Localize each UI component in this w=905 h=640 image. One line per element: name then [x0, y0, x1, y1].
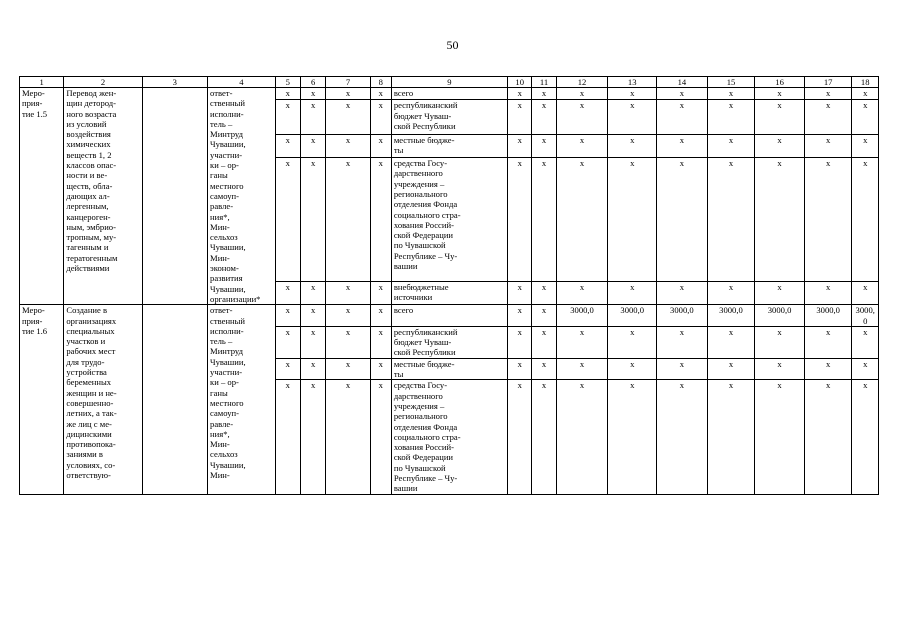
executor-cell: ответ- ственный исполни- тель – Минтруд Чувашии, участни- ки – ор- ганы местного самоуп- равле- ния*, Мин- сельхоз Чувашии, Мин- эконом- развития Чувашии, организации*: [208, 88, 276, 305]
header-cell: 15: [707, 77, 755, 88]
header-cell: 4: [208, 77, 276, 88]
funding-source: всего: [391, 88, 507, 100]
year-value: x: [707, 358, 755, 380]
indicator-cell: x: [326, 326, 370, 358]
header-cell: 9: [391, 77, 507, 88]
year-value: x: [608, 281, 657, 304]
funding-source: средства Госу- дарственного учреждения – регионального отделения Фонда социального стра- хования Россий- ской Федерации по Чувашской Республике – Чу- вашии: [391, 380, 507, 494]
indicator-cell: x: [275, 281, 300, 304]
indicator-cell: x: [301, 326, 326, 358]
year-value: x: [804, 100, 852, 135]
year-value: x: [508, 134, 532, 157]
indicator-cell: x: [370, 380, 391, 494]
year-value: x: [608, 100, 657, 135]
indicator-cell: x: [326, 380, 370, 494]
year-value: x: [532, 281, 556, 304]
indicator-cell: x: [275, 326, 300, 358]
indicator-cell: x: [326, 134, 370, 157]
year-value: x: [608, 358, 657, 380]
year-value: x: [508, 358, 532, 380]
year-value: x: [755, 100, 805, 135]
funding-source: внебюджетные источники: [391, 281, 507, 304]
header-cell: 13: [608, 77, 657, 88]
header-cell: 14: [657, 77, 708, 88]
table-body: [20, 77, 879, 495]
header-cell: 8: [370, 77, 391, 88]
funding-source: республиканский бюджет Чуваш- ской Республики: [391, 326, 507, 358]
measure-name: Создание в организациях специальных участков и рабочих мест для трудо- устройства беременных женщин и не- совершенно- летних, а так- же лиц с ме- дицинскими противопока- заниями в условиях, со- ответствую-: [64, 305, 142, 494]
year-value: x: [804, 380, 852, 494]
year-value: x: [508, 305, 532, 327]
year-value: x: [508, 326, 532, 358]
year-value: x: [508, 281, 532, 304]
header-cell: 11: [532, 77, 556, 88]
funding-source: республиканский бюджет Чуваш- ской Республики: [391, 100, 507, 135]
year-value: x: [852, 158, 879, 282]
indicator-cell: x: [370, 158, 391, 282]
year-value: x: [852, 100, 879, 135]
header-row: [20, 77, 879, 88]
year-value: x: [755, 134, 805, 157]
indicator-cell: x: [275, 158, 300, 282]
year-value: x: [657, 134, 708, 157]
year-value: x: [556, 380, 608, 494]
year-value: x: [657, 88, 708, 100]
year-value: x: [707, 326, 755, 358]
year-value: x: [508, 158, 532, 282]
measure-number: Меро- прия- тие 1.5: [20, 88, 64, 305]
indicator-cell: x: [370, 326, 391, 358]
header-cell: 17: [804, 77, 852, 88]
year-value: x: [657, 158, 708, 282]
year-value: x: [804, 158, 852, 282]
year-value: x: [657, 281, 708, 304]
header-cell: 10: [508, 77, 532, 88]
year-value: x: [755, 88, 805, 100]
funding-source: всего: [391, 305, 507, 327]
year-value: x: [804, 88, 852, 100]
year-value: x: [852, 380, 879, 494]
header-cell: 16: [755, 77, 805, 88]
year-value: x: [707, 281, 755, 304]
column-3-cell: [142, 305, 208, 494]
year-value: x: [707, 380, 755, 494]
year-value: x: [556, 100, 608, 135]
indicator-cell: x: [326, 158, 370, 282]
year-value: x: [657, 380, 708, 494]
year-value: x: [532, 380, 556, 494]
indicator-cell: x: [275, 305, 300, 327]
year-value: x: [852, 134, 879, 157]
year-value: x: [755, 326, 805, 358]
year-value: x: [852, 281, 879, 304]
year-value: x: [508, 380, 532, 494]
header-cell: 3: [142, 77, 208, 88]
indicator-cell: x: [301, 358, 326, 380]
indicator-cell: x: [326, 88, 370, 100]
year-value: 3000,0: [804, 305, 852, 327]
indicator-cell: x: [301, 305, 326, 327]
year-value: x: [657, 100, 708, 135]
year-value: x: [657, 326, 708, 358]
indicator-cell: x: [275, 380, 300, 494]
header-cell: 18: [852, 77, 879, 88]
year-value: 3000,0: [657, 305, 708, 327]
year-value: x: [556, 134, 608, 157]
year-value: x: [556, 281, 608, 304]
indicator-cell: x: [326, 305, 370, 327]
year-value: x: [556, 158, 608, 282]
year-value: x: [556, 88, 608, 100]
year-value: x: [804, 281, 852, 304]
indicator-cell: x: [301, 134, 326, 157]
table-row: [20, 305, 879, 327]
indicator-cell: x: [370, 100, 391, 135]
year-value: x: [556, 326, 608, 358]
year-value: x: [508, 100, 532, 135]
year-value: x: [707, 88, 755, 100]
indicator-cell: x: [275, 134, 300, 157]
header-cell: 12: [556, 77, 608, 88]
year-value: 3000,0: [556, 305, 608, 327]
indicator-cell: x: [301, 100, 326, 135]
indicator-cell: x: [370, 134, 391, 157]
indicator-cell: x: [326, 281, 370, 304]
indicator-cell: x: [275, 100, 300, 135]
funding-source: местные бюдже- ты: [391, 358, 507, 380]
header-cell: 1: [20, 77, 64, 88]
executor-cell: ответ- ственный исполни- тель – Минтруд Чувашии, участни- ки – ор- ганы местного самоуп- равле- ния*, Мин- сельхоз Чувашии, Мин-: [208, 305, 276, 494]
year-value: x: [755, 281, 805, 304]
header-cell: 6: [301, 77, 326, 88]
year-value: 3000,0: [608, 305, 657, 327]
year-value: x: [532, 134, 556, 157]
year-value: x: [707, 134, 755, 157]
year-value: x: [852, 326, 879, 358]
year-value: x: [608, 326, 657, 358]
year-value: x: [657, 358, 708, 380]
column-3-cell: [142, 88, 208, 305]
indicator-cell: x: [301, 281, 326, 304]
measure-name: Перевод жен- щин детород- ного возраста из условий воздействия химических веществ 1, 2 классов опас- ности и ве- ществ, обла- дающих ал- лергенным, канцероген- ным, эмбрио- тропным, му- тагенным и тератогенным действиями: [64, 88, 142, 305]
year-value: x: [608, 158, 657, 282]
year-value: x: [532, 305, 556, 327]
year-value: x: [804, 134, 852, 157]
year-value: x: [556, 358, 608, 380]
indicator-cell: x: [326, 100, 370, 135]
year-value: x: [608, 380, 657, 494]
year-value: x: [755, 380, 805, 494]
indicator-cell: x: [370, 281, 391, 304]
year-value: x: [532, 358, 556, 380]
indicator-cell: x: [275, 358, 300, 380]
year-value: x: [508, 88, 532, 100]
year-value: x: [707, 158, 755, 282]
indicator-cell: x: [370, 88, 391, 100]
year-value: x: [532, 100, 556, 135]
year-value: 3000,0: [755, 305, 805, 327]
indicator-cell: x: [370, 358, 391, 380]
year-value: x: [707, 100, 755, 135]
indicator-cell: x: [326, 358, 370, 380]
funding-source: средства Госу- дарственного учреждения – регионального отделения Фонда социального стра- хования Россий- ской Федерации по Чувашской Республике – Чу- вашии: [391, 158, 507, 282]
year-value: x: [755, 158, 805, 282]
year-value: 3000,0: [852, 305, 879, 327]
table-row: [20, 88, 879, 100]
year-value: x: [532, 88, 556, 100]
funding-source: местные бюдже- ты: [391, 134, 507, 157]
indicator-cell: x: [301, 380, 326, 494]
year-value: 3000,0: [707, 305, 755, 327]
year-value: x: [852, 358, 879, 380]
year-value: x: [532, 158, 556, 282]
indicator-cell: x: [301, 158, 326, 282]
indicator-cell: x: [370, 305, 391, 327]
measure-number: Меро- прия- тие 1.6: [20, 305, 64, 494]
indicator-cell: x: [301, 88, 326, 100]
year-value: x: [532, 326, 556, 358]
header-cell: 2: [64, 77, 142, 88]
year-value: x: [804, 326, 852, 358]
indicator-cell: x: [275, 88, 300, 100]
year-value: x: [804, 358, 852, 380]
header-cell: 5: [275, 77, 300, 88]
year-value: x: [608, 88, 657, 100]
program-table: [19, 76, 879, 495]
header-cell: 7: [326, 77, 370, 88]
page-number: 50: [446, 38, 459, 52]
year-value: x: [755, 358, 805, 380]
year-value: x: [852, 88, 879, 100]
year-value: x: [608, 134, 657, 157]
